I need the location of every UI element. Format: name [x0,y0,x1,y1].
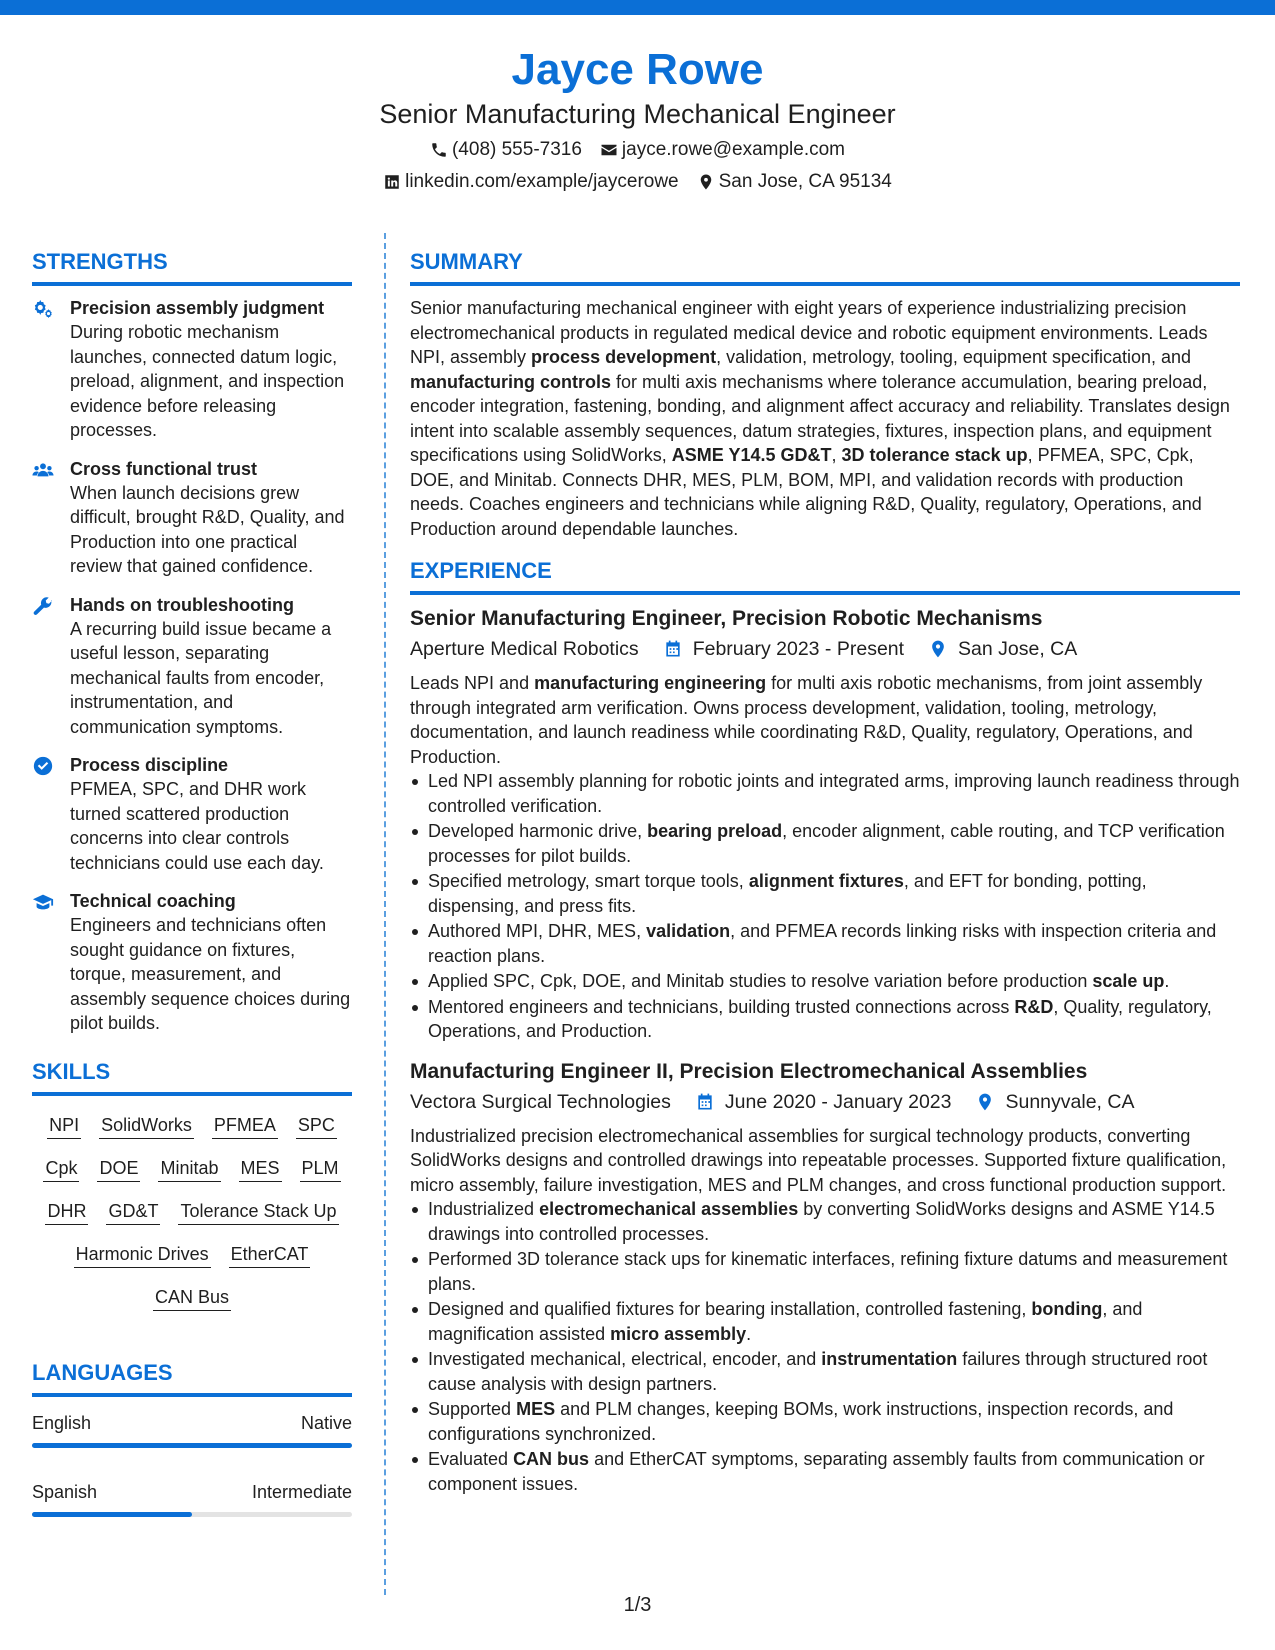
job-bullet: Mentored engineers and technicians, building trusted connections across R&D, Quality, regulatory, Operations, and Production. [428,995,1240,1044]
language-proficiency-bar [32,1512,352,1517]
language-level: Native [300,1412,352,1433]
strength-item [32,753,352,875]
experience-list [410,605,1240,1496]
linkedin-contact[interactable] [383,170,679,194]
email-text: jayce.rowe@example.com [621,139,846,160]
language-proficiency-fill [32,1443,352,1448]
gears-icon [32,298,54,320]
strengths-heading: STRENGTHS [32,248,352,286]
skill-tag: DOE [97,1155,140,1182]
map-pin-icon [697,173,715,191]
page-number: 1/3 [623,1594,652,1616]
job-meta [410,635,1240,663]
location-text: San Jose, CA 95134 [718,171,892,192]
strength-item [32,457,352,579]
languages-heading: LANGUAGES [32,1359,352,1397]
language-row [32,1411,352,1435]
strength-icon-wrap [32,296,56,443]
map-pin-icon [975,1092,995,1112]
skill-tag: SolidWorks [99,1112,194,1139]
language-name: English [32,1412,92,1433]
language-proficiency-bar [32,1443,352,1448]
strength-icon-wrap [32,889,56,1036]
resume-header [0,44,1275,194]
job-bullet: Supported MES and PLM changes, keeping BOMs, work instructions, inspection records, and configurations synchronized. [428,1397,1240,1446]
skill-tag: MES [239,1155,282,1182]
wrench-icon [32,595,54,617]
job-dates: February 2023 - Present [692,638,905,660]
job-bullet: Led NPI assembly planning for robotic joints and integrated arms, improving launch readiness through controlled verification. [428,769,1240,818]
languages-list [32,1411,352,1517]
language-item [32,1480,352,1517]
job-bullet: Specified metrology, smart torque tools, alignment fixtures, and EFT for bonding, potting, dispensing, and press fits. [428,869,1240,918]
strength-text [70,889,352,1036]
job-location: Sunnyvale, CA [1005,1090,1135,1113]
job-bullets [410,769,1240,1044]
job-company: Vectora Surgical Technologies [410,1090,671,1113]
job-bullets [410,1197,1240,1496]
job-company: Aperture Medical Robotics [410,638,639,660]
column-divider [384,233,386,1595]
email-contact[interactable] [600,138,845,162]
strength-text [70,296,352,443]
contact-row-1 [0,138,1275,162]
graduation-cap-icon [32,891,54,913]
skill-tag: NPI [47,1112,81,1139]
job-bullet: Performed 3D tolerance stack ups for kinematic interfaces, refining fixture datums and measurement plans. [428,1247,1240,1296]
summary-heading: SUMMARY [410,248,1240,286]
skill-tag: Harmonic Drives [74,1241,211,1268]
job-bullet: Designed and qualified fixtures for bearing installation, controlled fastening, bonding, and magnification assisted micro assembly. [428,1297,1240,1346]
strength-text [70,753,352,875]
strength-title: Technical coaching [70,891,236,911]
language-level: Intermediate [251,1481,352,1502]
summary-text: Senior manufacturing mechanical engineer with eight years of experience industrializing precision electromechanical products in regulated medical device and robotic equipment environments. Leads NPI, assembly process development, validation, metrology, tooling, equipment specification, and manufacturing controls for multi axis mechanisms where tolerance accumulation, bearing preload, encoder integration, fastening, bonding, and alignment affect accuracy and reliability. Translates design intent into scalable assembly sequences, datum strategies, fixtures, inspection plans, and equipment specifications using SolidWorks, ASME Y14.5 GD&T, 3D tolerance stack up, PFMEA, SPC, Cpk, DOE, and Minitab. Connects DHR, MES, PLM, BOM, MPI, and validation records with production needs. Coaches engineers and technicians while aligning R&D, Quality, regulatory, Operations, and Production around dependable launches. [410,298,1230,539]
job-summary: Leads NPI and manufacturing engineering for multi axis robotic mechanisms, from joint assembly through integrated arm verification. Owns process development, validation, tooling, metrology, documentation, and launch readiness while coordinating R&D, Quality, regulatory, Operations, and Production. [410,673,1203,767]
check-circle-icon [32,755,54,777]
strength-item [32,889,352,1036]
phone-contact[interactable] [430,138,582,162]
strengths-list [32,296,352,1036]
candidate-name: Jayce Rowe [511,45,764,94]
strength-item [32,593,352,740]
language-proficiency-fill [32,1512,192,1517]
skill-tag: PLM [300,1155,341,1182]
language-name: Spanish [32,1481,98,1502]
skill-tag: GD&T [106,1198,160,1225]
phone-icon [430,141,448,159]
strength-text [70,457,352,579]
linkedin-text: linkedin.com/example/jaycerowe [405,171,679,192]
linkedin-icon [383,173,401,191]
strength-title: Precision assembly judgment [70,298,325,318]
job-meta [410,1088,1240,1116]
right-column [410,248,1240,1497]
skill-tag: Minitab [158,1155,220,1182]
strength-text [70,593,352,740]
job-bullet: Authored MPI, DHR, MES, validation, and PFMEA records linking risks with inspection criteria and reaction plans. [428,919,1240,968]
strength-description: Engineers and technicians often sought guidance on fixtures, torque, measurement, and assembly sequence choices during pilot builds. [70,915,351,1033]
skills-heading: SKILLS [32,1058,352,1096]
strength-title: Hands on troubleshooting [70,594,294,615]
job-bullet: Industrialized electromechanical assemblies by converting SolidWorks designs and ASME Y14.5 drawings into controlled processes. [428,1197,1240,1246]
envelope-icon [600,141,618,159]
job-bullet: Developed harmonic drive, bearing preload, encoder alignment, cable routing, and TCP verification processes for pilot builds. [428,819,1240,868]
job-title: Senior Manufacturing Engineer, Precision Robotic Mechanisms [410,607,1043,630]
candidate-title: Senior Manufacturing Mechanical Engineer [379,99,896,129]
calendar-icon [663,639,683,659]
strength-description: A recurring build issue became a useful lesson, separating mechanical faults from encoder, instrumentation, and communication symptoms. [70,618,332,737]
strength-description: During robotic mechanism launches, connected datum logic, preload, alignment, and inspection evidence before releasing processes. [70,322,345,440]
users-icon [32,459,54,481]
skill-tag: Tolerance Stack Up [178,1198,338,1225]
job-location: San Jose, CA [958,638,1078,660]
skills-list [32,1106,352,1321]
left-column [32,248,352,1549]
skill-tag: EtherCAT [229,1241,311,1268]
skill-tag: Cpk [43,1155,79,1182]
language-row [32,1480,352,1504]
skill-tag: CAN Bus [153,1284,231,1311]
strength-icon-wrap [32,457,56,579]
strength-item [32,296,352,443]
skill-tag: DHR [45,1198,88,1225]
top-accent-bar [0,0,1275,15]
job-entry [410,605,1240,1044]
contact-row-2 [0,170,1275,194]
job-summary: Industrialized precision electromechanical assemblies for surgical technology products, converting SolidWorks designs and controlled drawings into repeatable processes. Supported fixture qualification, micro assembly, failure investigation, MES and PLM changes, and cross functional production support. [410,1125,1227,1195]
skill-tag: SPC [296,1112,337,1139]
strength-description: PFMEA, SPC, and DHR work turned scattered production concerns into clear controls technicians could use each day. [70,779,324,873]
job-bullet: Evaluated CAN bus and EtherCAT symptoms, separating assembly faults from communication or component issues. [428,1447,1240,1496]
experience-heading: EXPERIENCE [410,557,1240,595]
job-entry [410,1058,1240,1497]
phone-text: (408) 555-7316 [451,139,582,160]
job-bullet: Investigated mechanical, electrical, encoder, and instrumentation failures through structured root cause analysis with design partners. [428,1347,1240,1396]
map-pin-icon [928,639,948,659]
strength-title: Process discipline [70,755,229,775]
strength-description: When launch decisions grew difficult, brought R&D, Quality, and Production into one practical review that gained confidence. [70,482,345,576]
location-contact [697,170,892,194]
strength-title: Cross functional trust [70,458,258,479]
job-title: Manufacturing Engineer II, Precision Electromechanical Assemblies [410,1059,1088,1083]
skill-tag: PFMEA [212,1112,278,1139]
calendar-icon [695,1092,715,1112]
strength-icon-wrap [32,753,56,875]
strength-icon-wrap [32,593,56,740]
language-item [32,1411,352,1448]
job-dates: June 2020 - January 2023 [724,1090,952,1113]
job-bullet: Applied SPC, Cpk, DOE, and Minitab studies to resolve variation before production scale up. [428,969,1240,994]
